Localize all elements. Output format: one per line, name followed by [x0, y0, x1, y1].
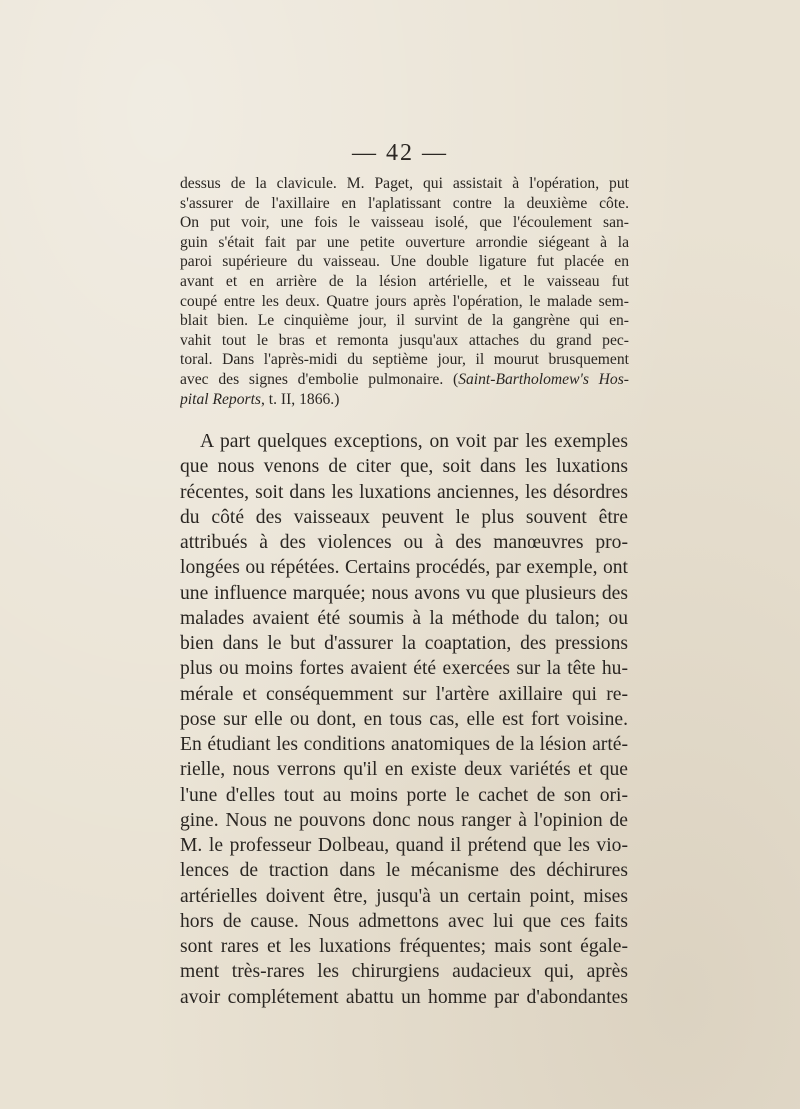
quote-line: paroi supérieure du vaisseau. Une double ligature fut placée en — [180, 253, 629, 271]
body-line: longées ou répétées. Certains procédés, par exemple, ont — [180, 557, 628, 579]
body-line: mérale et conséquemment sur l'artère axillaire qui re- — [180, 683, 628, 705]
quote-line: blait bien. Le cinquième jour, il survint de la gangrène qui en- — [180, 312, 629, 330]
body-line: bien dans le but d'assurer la coaptation, des pressions — [180, 633, 628, 654]
body-line: une influence marquée; nous avons vu que plusieurs des — [180, 582, 628, 604]
body-line: lences de traction dans le mécanisme des déchirures — [180, 860, 628, 882]
body-line: gine. Nous ne pouvons donc nous ranger à l'opinion de — [180, 809, 628, 831]
quote-line — [180, 370, 629, 390]
quote-text: avec des signes d'embolie pulmonaire. ( — [180, 370, 459, 388]
body-line: rielle, nous verrons qu'il en existe deux variétés et que — [180, 759, 628, 781]
citation-title: pital Reports — [180, 390, 261, 408]
body-line: récentes, soit dans les luxations anciennes, les désordres — [180, 481, 628, 503]
body-paragraph — [180, 429, 628, 1010]
body-line: A part quelques exceptions, on voit par les exemples — [200, 431, 628, 452]
body-line: avoir complétement abattu un homme par d'abondantes — [180, 986, 628, 1008]
quote-line: coupé entre les deux. Quatre jours après l'opération, le malade sem- — [180, 292, 629, 310]
body-line: plus ou moins fortes avaient été exercées sur la tête hu- — [180, 658, 628, 680]
body-line: pose sur elle ou dont, en tous cas, elle est fort voisine. — [180, 708, 628, 730]
body-line: En étudiant les conditions anatomiques de la lésion arté- — [180, 734, 628, 755]
quote-line: On put voir, une fois le vaisseau isolé, que l'écoulement san- — [180, 214, 629, 232]
body-line: hors de cause. Nous admettons avec lui que ces faits — [180, 910, 628, 932]
body-line: artérielles doivent être, jusqu'à un certain point, mises — [180, 885, 628, 907]
quote-line: avant et en arrière de la lésion artérielle, et le vaisseau fut — [180, 272, 629, 290]
page-number: — 42 — — [352, 140, 448, 166]
quote-line: vahit tout le bras et remonta jusqu'aux attaches du grand pec- — [180, 331, 629, 349]
quote-line: guin s'était fait par une petite ouverture arrondie siégeant à la — [180, 233, 629, 251]
body-line: M. le professeur Dolbeau, quand il prétend que les vio- — [180, 835, 628, 856]
quote-line: s'assurer de l'axillaire en l'aplatissant contre la deuxième côte. — [180, 194, 629, 212]
body-line: du côté des vaisseaux peuvent le plus souvent être — [180, 506, 628, 528]
citation-title: Saint-Bartholomew's Hos- — [458, 370, 629, 388]
body-line: ment très-rares les chirurgiens audacieux qui, après — [180, 961, 628, 983]
quote-line: dessus de la clavicule. M. Paget, qui assistait à l'opération, put — [180, 175, 629, 192]
quote-line — [180, 390, 629, 410]
citation-details: , t. II, 1866.) — [261, 390, 340, 408]
body-line: que nous venons de citer que, soit dans les luxations — [180, 456, 628, 478]
body-line: l'une d'elles tout au moins porte le cachet de son ori- — [180, 784, 628, 806]
body-line: sont rares et les luxations fréquentes; mais sont égale- — [180, 936, 628, 957]
quote-line: toral. Dans l'après-midi du septième jour, il mourut brusquement — [180, 351, 629, 369]
quoted-case-paragraph — [180, 174, 629, 409]
body-line: attribués à des violences ou à des manœuvres pro- — [180, 532, 628, 553]
body-line: malades avaient été soumis à la méthode du talon; ou — [180, 607, 628, 629]
